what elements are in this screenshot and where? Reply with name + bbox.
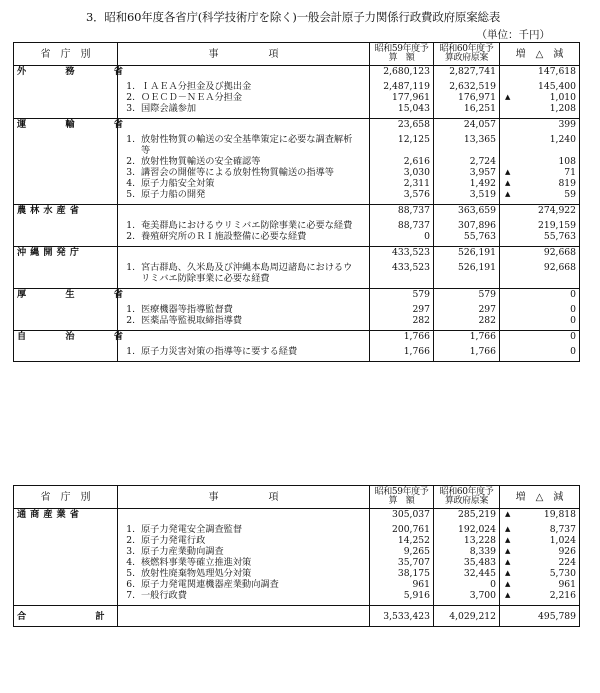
total-spacer [118,606,370,627]
item-number: 1. [126,524,135,535]
item-number: 3. [126,167,135,178]
ministry-fy59: 88,737 [370,205,434,217]
item-row [14,535,580,546]
item-ministry-blank [14,231,118,242]
item-fy60: 3,957 [434,167,500,178]
item-fy60: 32,445 [434,568,500,579]
item-number: 3. [126,546,135,557]
item-number: 3. [126,103,135,114]
item-name: ＩＡＥＡ分担金及び拠出金 [141,81,252,92]
unit-label: （単位：千円） [476,29,550,41]
header-ministry: 省 庁 別 [14,486,118,509]
item-ministry-blank [14,304,118,315]
item-number: 1. [126,134,135,145]
item-name: 医療機器等指導監督費 [141,304,233,315]
total-diff [500,606,580,627]
ministry-diff [500,509,580,521]
item-ministry-blank [14,568,118,579]
item-number: 2. [126,315,135,326]
item-name-cell [118,134,370,156]
item-name-cell [118,231,370,242]
item-diff [500,178,580,189]
item-name: 講習会の開催等による放射性物質輸送の指導等 [141,167,334,178]
header-fy60: 昭和60年度予算政府原案 [434,486,500,509]
item-row [14,231,580,242]
diff-value: 926 [558,546,576,557]
document-title: 3．昭和60年度各省庁(科学技術庁を除く)一般会計原子力関係行政費政府原案総表 [86,10,501,24]
total-row [14,606,580,627]
ministry-fy59: 433,523 [370,247,434,259]
item-name-cell [118,262,370,284]
item-ministry-blank [14,546,118,557]
item-fy59: 88,737 [370,220,434,231]
ministry-fy59: 2,680,123 [370,66,434,78]
item-row [14,590,580,601]
item-fy60: 297 [434,304,500,315]
item-name: 核燃料事業等確立推進対策 [141,557,252,568]
item-name: 原子力船安全対策 [141,178,215,189]
item-row [14,81,580,92]
ministry-row [14,205,580,217]
item-row [14,524,580,535]
diff-value: 1,024 [549,535,576,546]
item-row [14,134,580,156]
decrease-mark: ▲ [505,190,511,198]
item-name-cell [118,220,370,231]
item-diff [500,579,580,590]
item-name: 原子力災害対策の指導等に要する経費 [141,346,298,357]
diff-value: 71 [564,167,576,178]
item-row [14,178,580,189]
table-header-row [14,486,580,509]
header-item: 事 項 [118,486,370,509]
item-diff [500,315,580,326]
item-fy60: 1,492 [434,178,500,189]
ministry-row [14,119,580,131]
item-diff [500,134,580,156]
item-number: 1. [126,262,135,273]
ministry-name: 自 治 省 [14,331,118,343]
diff-value: 1,208 [549,103,576,114]
diff-value: 0 [570,289,576,300]
item-ministry-blank [14,579,118,590]
item-name-cell [118,103,370,114]
decrease-mark: ▲ [505,547,511,555]
item-fy59: 297 [370,304,434,315]
budget-table-main [13,42,580,362]
item-ministry-blank [14,134,118,156]
item-fy59: 3,030 [370,167,434,178]
item-number: 2. [126,231,135,242]
header-fy60: 昭和60年度予算政府原案 [434,43,500,66]
ministry-row [14,331,580,343]
item-diff [500,546,580,557]
item-fy60: 55,763 [434,231,500,242]
item-number: 5. [126,568,135,579]
item-number: 7. [126,590,135,601]
item-fy60: 176,971 [434,92,500,103]
item-fy60: 526,191 [434,262,500,284]
ministry-row [14,66,580,78]
decrease-mark: ▲ [505,536,511,544]
item-name-cell [118,546,370,557]
ministry-fy60: 579 [434,289,500,301]
item-fy60: 192,024 [434,524,500,535]
ministry-spacer [118,66,370,78]
item-row [14,189,580,200]
item-ministry-blank [14,220,118,231]
diff-value: 1,010 [549,92,576,103]
item-name-cell [118,315,370,326]
item-fy60: 0 [434,579,500,590]
ministry-spacer [118,289,370,301]
total-label: 合 計 [14,606,118,627]
item-number: 6. [126,579,135,590]
item-fy59: 1,766 [370,346,434,357]
ministry-name: 沖縄開発庁 [14,247,118,259]
item-fy60: 16,251 [434,103,500,114]
item-row [14,92,580,103]
item-name-cell [118,178,370,189]
ministry-fy59: 579 [370,289,434,301]
item-diff [500,262,580,284]
item-name: 国際会議参加 [141,103,197,114]
item-name: 宮古群島、久米島及び沖縄本島周辺諸島におけるウリミバエ防除事業に必要な経費 [141,262,353,284]
item-name-cell [118,92,370,103]
item-name: 原子力産業動向調査 [141,546,224,557]
item-fy59: 0 [370,231,434,242]
item-fy60: 8,339 [434,546,500,557]
item-diff [500,557,580,568]
item-fy59: 38,175 [370,568,434,579]
ministry-name: 農林水産省 [14,205,118,217]
item-number: 1. [126,81,135,92]
item-name-cell [118,579,370,590]
item-number: 2. [126,535,135,546]
item-diff [500,220,580,231]
item-fy60: 1,766 [434,346,500,357]
item-name: 原子力発電行政 [141,535,206,546]
item-ministry-blank [14,189,118,200]
diff-value: 0 [570,304,576,315]
diff-value: 59 [564,189,576,200]
diff-value: 1,240 [549,134,576,145]
item-fy59: 282 [370,315,434,326]
ministry-fy59: 1,766 [370,331,434,343]
diff-value: 0 [570,346,576,357]
item-row [14,546,580,557]
item-name-cell [118,535,370,546]
ministry-diff [500,247,580,259]
ministry-fy60: 2,827,741 [434,66,500,78]
ministry-row [14,509,580,521]
item-diff [500,167,580,178]
item-number: 1. [126,304,135,315]
table-header-row [14,43,580,66]
budget-table-miti [13,485,580,627]
item-row [14,167,580,178]
diff-value: 92,668 [543,262,576,273]
item-ministry-blank [14,167,118,178]
item-name-cell [118,189,370,200]
item-number: 4. [126,557,135,568]
diff-value: 19,818 [543,509,576,520]
item-number: 5. [126,189,135,200]
diff-value: 92,668 [543,247,576,258]
item-fy59: 9,265 [370,546,434,557]
item-fy60: 13,228 [434,535,500,546]
item-name-cell [118,304,370,315]
ministry-fy60: 1,766 [434,331,500,343]
ministry-spacer [118,205,370,217]
item-name-cell [118,557,370,568]
item-fy59: 2,616 [370,156,434,167]
header-diff: 増 △ 減 [500,43,580,66]
decrease-mark: ▲ [505,525,511,533]
item-name: 医薬品等監視取締指導費 [141,315,243,326]
ministry-fy60: 526,191 [434,247,500,259]
item-diff [500,103,580,114]
item-fy60: 3,519 [434,189,500,200]
item-fy60: 3,700 [434,590,500,601]
ministry-name: 厚 生 省 [14,289,118,301]
ministry-row [14,289,580,301]
item-number: 4. [126,178,135,189]
item-fy59: 14,252 [370,535,434,546]
item-fy60: 2,632,519 [434,81,500,92]
item-name: 奄美群島におけるウリミバエ防除事業に必要な経費 [141,220,353,231]
diff-value: 399 [558,119,576,130]
item-name: 放射性物質輸送の安全確認等 [141,156,261,167]
item-row [14,568,580,579]
item-row [14,220,580,231]
item-number: 2. [126,156,135,167]
item-diff [500,535,580,546]
header-ministry: 省 庁 別 [14,43,118,66]
item-name-cell [118,524,370,535]
total-fy59: 3,533,423 [370,606,434,627]
ministry-diff [500,331,580,343]
item-number: 1. [126,220,135,231]
item-ministry-blank [14,156,118,167]
diff-value: 8,737 [549,524,576,535]
diff-value: 108 [558,156,576,167]
diff-value: 495,789 [538,610,576,622]
item-row [14,156,580,167]
item-fy59: 15,043 [370,103,434,114]
item-name-cell [118,81,370,92]
item-name: 養殖研究所のＲＩ施設整備に必要な経費 [141,231,307,242]
item-row [14,579,580,590]
decrease-mark: ▲ [505,569,511,577]
item-fy60: 2,724 [434,156,500,167]
decrease-mark: ▲ [505,168,511,176]
item-fy59: 2,487,119 [370,81,434,92]
item-ministry-blank [14,262,118,284]
ministry-fy59: 23,658 [370,119,434,131]
item-name-cell [118,156,370,167]
item-row [14,557,580,568]
item-name: ＯＥＣＤ－ＮＥＡ分担金 [141,92,243,103]
item-row [14,304,580,315]
item-number: 1. [126,346,135,357]
item-name: 一般行政費 [141,590,187,601]
item-ministry-blank [14,92,118,103]
decrease-mark: ▲ [505,580,511,588]
item-fy59: 3,576 [370,189,434,200]
ministry-spacer [118,247,370,259]
item-name: 原子力船の開発 [141,189,206,200]
item-ministry-blank [14,535,118,546]
diff-value: 147,618 [538,66,576,77]
ministry-fy60: 24,057 [434,119,500,131]
item-name: 放射性廃棄物処理処分対策 [141,568,252,579]
ministry-name: 運 輸 省 [14,119,118,131]
item-ministry-blank [14,557,118,568]
item-fy59: 177,961 [370,92,434,103]
item-fy59: 2,311 [370,178,434,189]
item-diff [500,92,580,103]
item-ministry-blank [14,103,118,114]
item-diff [500,231,580,242]
item-number: 2. [126,92,135,103]
diff-value: 219,159 [538,220,576,231]
item-ministry-blank [14,524,118,535]
item-diff [500,524,580,535]
decrease-mark: ▲ [505,591,511,599]
ministry-name: 外 務 省 [14,66,118,78]
item-fy59: 12,125 [370,134,434,156]
diff-value: 274,922 [538,205,576,216]
item-diff [500,590,580,601]
item-fy60: 35,483 [434,557,500,568]
ministry-spacer [118,331,370,343]
ministry-diff [500,119,580,131]
item-name: 原子力発電関連機器産業動向調査 [141,579,279,590]
diff-value: 55,763 [543,231,576,242]
item-name-cell [118,346,370,357]
decrease-mark: ▲ [505,93,511,101]
item-diff [500,568,580,579]
item-fy59: 961 [370,579,434,590]
ministry-fy60: 363,659 [434,205,500,217]
item-row [14,315,580,326]
diff-value: 145,400 [538,81,576,92]
item-row [14,346,580,357]
item-fy60: 307,896 [434,220,500,231]
item-ministry-blank [14,590,118,601]
item-fy59: 200,761 [370,524,434,535]
ministry-diff [500,66,580,78]
decrease-mark: ▲ [505,179,511,187]
diff-value: 819 [558,178,576,189]
diff-value: 224 [558,557,576,568]
item-ministry-blank [14,178,118,189]
item-name-cell [118,568,370,579]
diff-value: 5,730 [549,568,576,579]
item-ministry-blank [14,346,118,357]
diff-value: 0 [570,315,576,326]
header-fy59: 昭和59年度予 算 額 [370,486,434,509]
ministry-diff [500,205,580,217]
ministry-name: 通商産業省 [14,509,118,521]
header-diff: 増 △ 減 [500,486,580,509]
ministry-spacer [118,509,370,521]
diff-value: 0 [570,331,576,342]
header-fy59: 昭和59年度予 算 額 [370,43,434,66]
item-name-cell [118,590,370,601]
item-row [14,262,580,284]
ministry-row [14,247,580,259]
item-diff [500,346,580,357]
diff-value: 961 [558,579,576,590]
item-fy60: 282 [434,315,500,326]
diff-value: 2,216 [549,590,576,601]
item-diff [500,304,580,315]
item-diff [500,189,580,200]
ministry-fy60: 285,219 [434,509,500,521]
item-fy59: 35,707 [370,557,434,568]
item-diff [500,81,580,92]
item-name: 放射性物質の輸送の安全基準策定に必要な調査解析等 [141,134,353,156]
decrease-mark: ▲ [505,558,511,566]
item-fy59: 433,523 [370,262,434,284]
decrease-mark: ▲ [505,510,511,518]
item-ministry-blank [14,315,118,326]
item-row [14,103,580,114]
total-fy60: 4,029,212 [434,606,500,627]
item-ministry-blank [14,81,118,92]
item-name: 原子力発電安全調査監督 [141,524,243,535]
ministry-fy59: 305,037 [370,509,434,521]
header-item: 事 項 [118,43,370,66]
item-fy60: 13,365 [434,134,500,156]
ministry-spacer [118,119,370,131]
ministry-diff [500,289,580,301]
item-diff [500,156,580,167]
item-name-cell [118,167,370,178]
item-fy59: 5,916 [370,590,434,601]
